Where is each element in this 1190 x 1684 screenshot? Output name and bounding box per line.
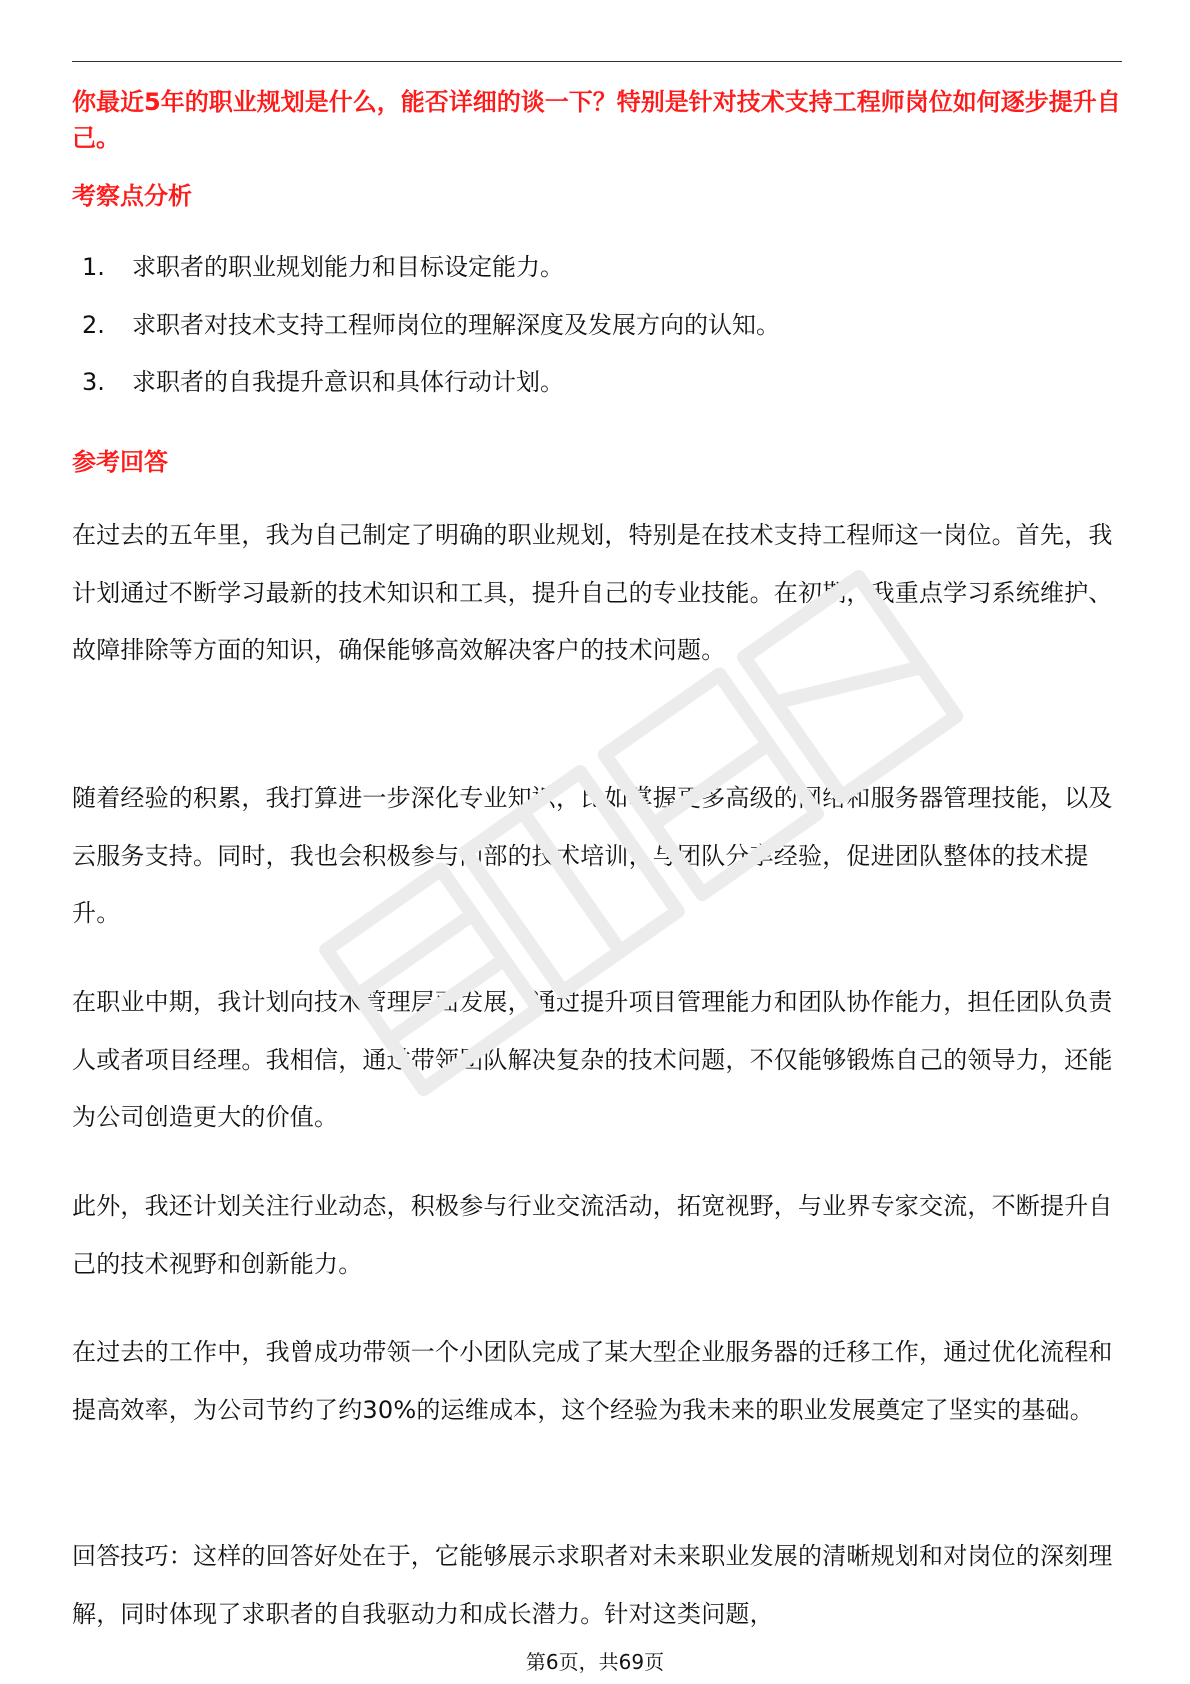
- answer-paragraph: 在职业中期，我计划向技术管理层面发展，通过提升项目管理能力和团队协作能力，担任团队负责人或者项目经理。我相信，通过带领团队解决复杂的技术问题，不仅能够锻炼自己的领导力，还能为公司创造更大的价值。: [72, 988, 1113, 1131]
- analysis-list: [82, 249, 1122, 422]
- list-item: [82, 364, 1122, 422]
- answer-tips-paragraph: 回答技巧：这样的回答好处在于，它能够展示求职者对未来职业发展的清晰规划和对岗位的深刻理解，同时体现了求职者的自我驱动力和成长潜力。针对这类问题，: [72, 1542, 1113, 1628]
- list-number: 1.: [82, 253, 105, 281]
- answer-paragraph: 随着经验的积累，我打算进一步深化专业知识，比如掌握更多高级的网络和服务器管理技能，以及云服务支持。同时，我也会积极参与内部的技术培训，与团队分享经验，促进团队整体的技术提升。: [72, 784, 1113, 927]
- question-title: 你最近5年的职业规划是什么，能否详细的谈一下？特别是针对技术支持工程师岗位如何逐步提升自己。: [72, 88, 1121, 152]
- list-text: 求职者对技术支持工程师岗位的理解深度及发展方向的认知。: [132, 310, 780, 339]
- list-text: 求职者的自我提升意识和具体行动计划。: [132, 368, 564, 396]
- analysis-heading: 考察点分析: [72, 182, 192, 210]
- list-item: [82, 307, 1122, 365]
- answer-paragraph: 在过去的工作中，我曾成功带领一个小团队完成了某大型企业服务器的迁移工作，通过优化流程和提高效率，为公司节约了约30%的运维成本，这个经验为我未来的职业发展奠定了坚实的基础。: [72, 1338, 1113, 1424]
- page-footer: 第6页，共69页: [525, 1650, 665, 1674]
- header-rule: [72, 61, 1122, 62]
- list-text: 求职者的职业规划能力和目标设定能力。: [132, 253, 564, 281]
- list-item: [82, 249, 1122, 307]
- answer-paragraph: 在过去的五年里，我为自己制定了明确的职业规划，特别是在技术支持工程师这一岗位。首先，我计划通过不断学习最新的技术知识和工具，提升自己的专业技能。在初期，我重点学习系统维护、故障排除等方面的知识，确保能够高效解决客户的技术问题。: [72, 521, 1113, 664]
- document-page: [72, 0, 1122, 1684]
- answer-paragraph: 此外，我还计划关注行业动态，积极参与行业交流活动，拓宽视野，与业界专家交流，不断提升自己的技术视野和创新能力。: [72, 1192, 1113, 1278]
- list-number: 2.: [82, 310, 105, 339]
- list-number: 3.: [82, 368, 105, 396]
- answer-heading: 参考回答: [72, 448, 168, 476]
